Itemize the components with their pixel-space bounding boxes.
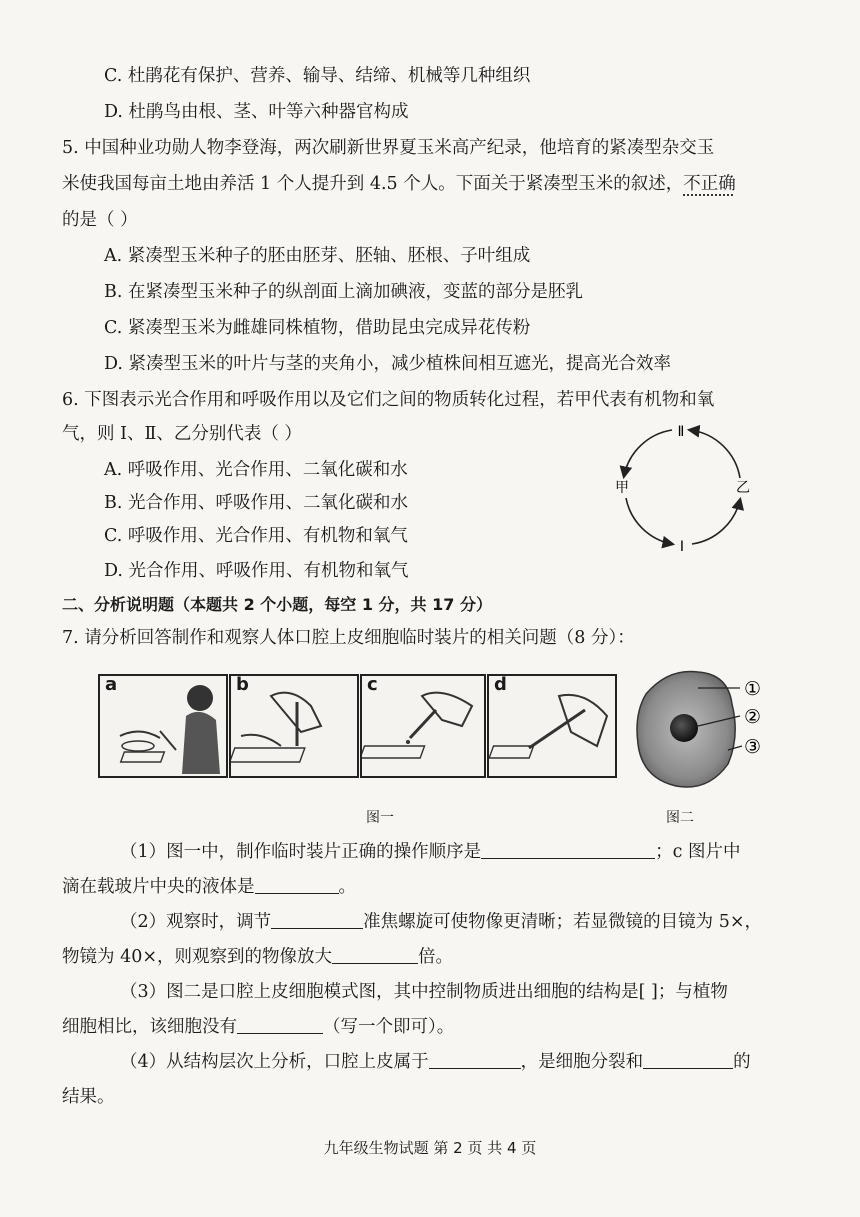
q6-stem-line2: 气，则 Ⅰ、Ⅱ、乙分别代表（ ） [62,424,302,444]
panel-a-illustration [100,676,226,776]
cell-label-2: ② [744,706,762,728]
fig1-panel-c [360,674,486,778]
cell-label-3: ③ [744,736,762,758]
diagram-label-bottom: Ⅰ [679,539,685,555]
answer-blank-order[interactable] [481,840,655,859]
diagram-label-right: 乙 [736,480,750,496]
q7-sub4-text-c: 的 [733,1052,751,1072]
answer-blank-magnification[interactable] [332,945,418,964]
q7-sub4-text-b: ，是细胞分裂和 [520,1052,644,1072]
panel-label-b: b [236,674,249,695]
cycle-diagram [600,418,770,558]
q7-sub1-line2 [62,875,356,899]
q7-sub2-text-a: （2）观察时，调节 [120,912,272,932]
panel-d-illustration [489,676,615,776]
panel-label-c: c [367,674,378,695]
fig2-caption: 图二 [666,810,694,826]
answer-blank-structure[interactable] [237,1015,323,1034]
q7-sub1-text-a: （1）图一中，制作临时装片正确的操作顺序是 [120,842,482,862]
q7-sub1-text-c: 滴在载玻片中央的液体是 [62,877,255,897]
q7-stem: 7. 请分析回答制作和观察人体口腔上皮细胞临时装片的相关问题（8 分）： [62,628,635,648]
q7-sub2-text-b: 准焦螺旋可使物像更清晰；若显微镜的目镜为 5×， [363,912,762,932]
fig1-panel-a [98,674,228,778]
q5-option-a: A. 紧凑型玉米种子的胚由胚芽、胚轴、胚根、子叶组成 [104,246,531,266]
q7-sub3-text-c: （写一个即可）。 [323,1017,455,1037]
q6-option-b: B. 光合作用、呼吸作用、二氧化碳和水 [104,493,408,513]
q5-option-d: D. 紧凑型玉米的叶片与茎的夹角小，减少植株间相互遮光，提高光合效率 [104,354,672,374]
diagram-label-top: Ⅱ [677,424,685,440]
panel-label-a: a [105,674,118,695]
q5-option-b: B. 在紧凑型玉米种子的纵剖面上滴加碘液，变蓝的部分是胚乳 [104,282,583,302]
q7-sub3-text-b: 细胞相比，该细胞没有 [62,1017,237,1037]
q4-option-c: C. 杜鹃花有保护、营养、输导、结缔、机械等几种组织 [104,66,531,86]
fig1-caption: 图一 [366,810,394,826]
q5-stem-line1: 5. 中国种业功勋人物李登海，两次刷新世界夏玉米高产纪录，他培育的紧凑型杂交玉 [62,138,715,158]
diagram-label-left: 甲 [615,480,629,496]
q5-stem-line2 [62,172,736,196]
q7-sub3-line2 [62,1015,454,1039]
panel-label-d: d [494,674,507,695]
q7-sub3-line1: （3）图二是口腔上皮细胞模式图，其中控制物质进出细胞的结构是[ ]；与植物 [120,982,728,1002]
q6-option-a: A. 呼吸作用、光合作用、二氧化碳和水 [104,460,408,480]
q6-option-d: D. 光合作用、呼吸作用、有机物和氧气 [104,561,409,581]
q7-sub1-line1 [120,840,741,864]
q7-sub1-text-d: 。 [338,877,356,897]
panel-c-illustration [362,676,484,776]
panel-b-illustration [231,676,357,776]
q4-option-d: D. 杜鹃鸟由根、茎、叶等六种器官构成 [104,102,409,122]
q7-sub2-text-c: 物镜为 40×，则观察到的物像放大 [62,947,332,967]
fig1-panel-b [229,674,359,778]
page-footer: 九年级生物试题 第 2 页 共 4 页 [323,1139,537,1157]
section-heading: 二、分析说明题（本题共 2 个小题，每空 1 分，共 17 分） [62,595,492,614]
q7-sub4-line1 [120,1050,751,1074]
q7-sub2-line2 [62,945,453,969]
q5-emphasis: 不正确 [683,174,736,194]
q6-option-c: C. 呼吸作用、光合作用、有机物和氧气 [104,526,408,546]
answer-blank-process[interactable] [643,1050,733,1069]
q5-option-c: C. 紧凑型玉米为雌雄同株植物，借助昆虫完成异花传粉 [104,318,531,338]
q7-sub4-line2: 结果。 [62,1087,115,1107]
q7-sub1-text-b: ；c 图片中 [655,842,741,862]
q7-sub2-text-d: 倍。 [418,947,453,967]
cell-label-1: ① [744,678,762,700]
q5-stem-line2-text: 米使我国每亩土地由养活 1 个人提升到 4.5 个人。下面关于紧凑型玉米的叙述， [62,174,684,194]
answer-blank-level[interactable] [429,1050,521,1069]
q7-sub4-text-a: （4）从结构层次上分析，口腔上皮属于 [120,1052,429,1072]
q7-sub2-line1 [120,910,762,934]
answer-blank-focus[interactable] [271,910,363,929]
fig1-panel-d [487,674,617,778]
q5-stem-line3: 的是（ ） [62,210,138,230]
cell-diagram [628,664,778,794]
answer-blank-liquid[interactable] [255,875,339,894]
q6-stem-line1: 6. 下图表示光合作用和呼吸作用以及它们之间的物质转化过程，若甲代表有机物和氧 [62,390,715,410]
